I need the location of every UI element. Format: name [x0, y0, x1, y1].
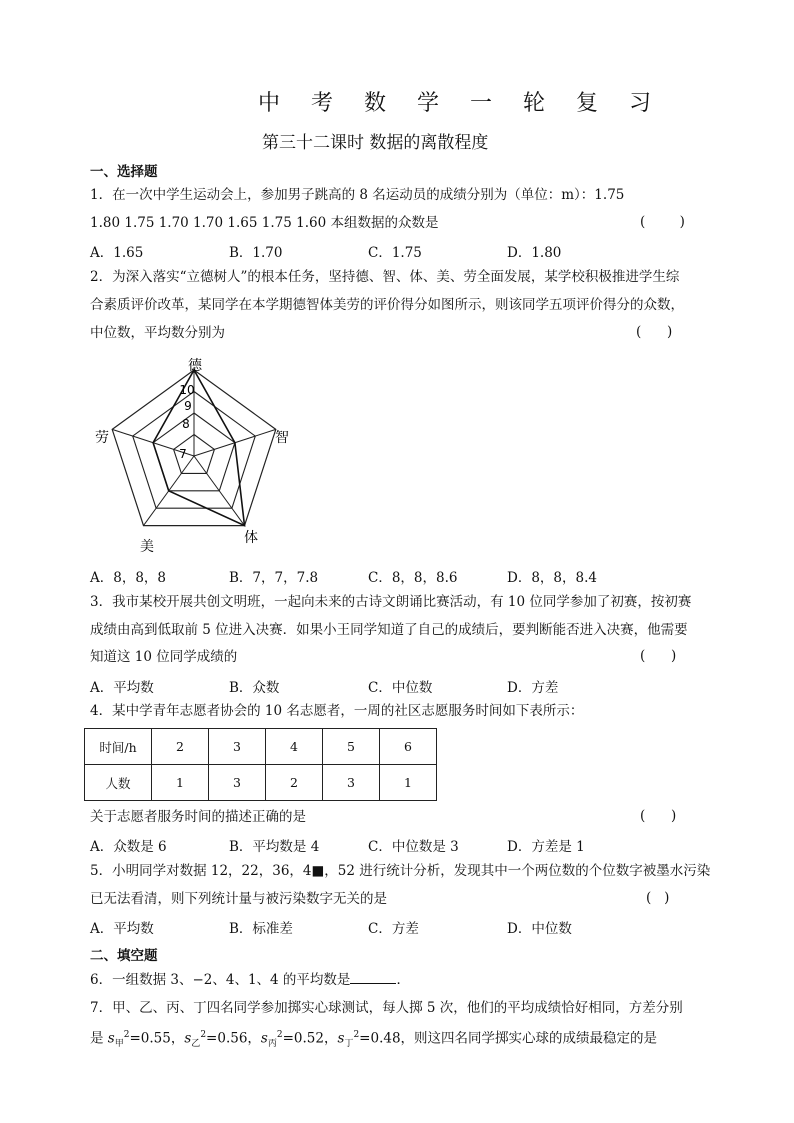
radar-axis-label-de: 德	[188, 358, 202, 374]
q4-service-time-table	[84, 728, 437, 801]
q7-s-symbol: s	[107, 1030, 115, 1047]
q5-option-d[interactable]: D．中位数	[507, 921, 572, 937]
q4-option-b[interactable]: B．平均数是 4	[229, 839, 320, 855]
q7-sub-bing: 丙	[267, 1039, 277, 1050]
q7-s-symbol: s	[260, 1030, 268, 1047]
q2-option-d[interactable]: D．8，8，8.4	[507, 570, 597, 586]
q4-option-d[interactable]: D．方差是 1	[507, 839, 585, 855]
q5-answer-paren: ( )	[646, 890, 670, 906]
q7-value-bing: =0.52，	[282, 1030, 338, 1047]
table-row	[85, 765, 437, 801]
page-title: 中 考 数 学 一 轮 复 习	[258, 91, 663, 116]
q2-option-a[interactable]: A．8，8，8	[90, 570, 167, 586]
q7-line2	[90, 1026, 657, 1053]
table-row	[85, 729, 437, 765]
q6-end: ．	[396, 972, 410, 988]
q7-sq: 2	[123, 1030, 130, 1040]
q1-answer-paren: ( )	[640, 214, 685, 230]
q7-value-ding: =0.48，则这四名同学掷实心球的成绩最稳定的是	[359, 1030, 658, 1047]
q2-line2: 合素质评价改革，某同学在本学期德智体美劳的评价得分如图所示，则该同学五项评价得分的众数，	[90, 297, 684, 313]
table-cell: 6	[380, 729, 437, 765]
q3-option-b[interactable]: B．众数	[229, 680, 280, 696]
q7-sq: 2	[276, 1030, 283, 1040]
q4-line2: 关于志愿者服务时间的描述正确的是	[90, 809, 306, 825]
q7-sub-yi: 乙	[191, 1039, 201, 1050]
q4-line1: 4．某中学青年志愿者协会的 10 名志愿者，一周的社区志愿服务时间如下表所示：	[90, 703, 584, 719]
radar-axis-label-zhi: 智	[275, 430, 289, 446]
q1-option-a[interactable]: A．1.65	[90, 245, 144, 261]
q2-answer-paren: ( )	[636, 324, 673, 340]
q3-option-a[interactable]: A．平均数	[90, 680, 154, 696]
section-choice-heading: 一、选择题	[90, 164, 158, 180]
table-cell: 3	[209, 729, 266, 765]
q6-answer-blank[interactable]	[350, 971, 396, 984]
radar-score-polygon	[153, 370, 244, 526]
table-cell: 3	[209, 765, 266, 801]
q3-option-d[interactable]: D．方差	[507, 680, 559, 696]
table-cell: 1	[152, 765, 209, 801]
q2-line1: 2．为深入落实“立德树人”的根本任务，坚持德、智、体、美、劳全面发展，某学校积极推进学生综	[90, 269, 680, 285]
q7-s-symbol: s	[184, 1030, 192, 1047]
q7-value-yi: =0.56，	[206, 1030, 261, 1047]
q1-option-d[interactable]: D．1.80	[507, 245, 562, 261]
table-cell: 5	[323, 729, 380, 765]
q7-line1: 7．甲、乙、丙、丁四名同学参加掷实心球测试，每人掷 5 次，他们的平均成绩恰好相同，方差分别	[90, 1000, 683, 1016]
q6-line	[90, 971, 410, 989]
q5-line2: 已无法看清，则下列统计量与被污染数字无关的是	[90, 891, 387, 907]
radar-tick-7: 7	[179, 447, 187, 461]
table-cell: 2	[152, 729, 209, 765]
q3-line2: 成绩由高到低取前 5 位进入决赛．如果小王同学知道了自己的成绩后，要判断能否进入决赛，他需要	[90, 622, 688, 638]
q2-option-c[interactable]: C．8，8，8.6	[368, 570, 458, 586]
table-cell: 1	[380, 765, 437, 801]
q5-line1: 5．小明同学对数据 12，22，36，4■，52 进行统计分析，发现其中一个两位数的个位数字被墨水污染	[90, 863, 711, 879]
q3-answer-paren: ( )	[640, 648, 677, 664]
q7-sub-ding: 丁	[344, 1039, 354, 1050]
q7-sub-jia: 甲	[114, 1039, 124, 1050]
q7-sq: 2	[200, 1030, 207, 1040]
q5-option-a[interactable]: A．平均数	[90, 921, 154, 937]
table-cell: 人数	[85, 765, 152, 801]
q4-option-c[interactable]: C．中位数是 3	[368, 839, 459, 855]
q7-prefix: 是	[90, 1030, 108, 1047]
q2-option-b[interactable]: B．7，7，7.8	[229, 570, 319, 586]
lesson-subtitle: 第三十二课时 数据的离散程度	[262, 133, 489, 153]
radar-axis-label-lao: 劳	[95, 430, 109, 446]
radar-axis-label-ti: 体	[244, 530, 258, 546]
radar-chart	[90, 352, 300, 557]
q7-value-jia: =0.55，	[129, 1030, 185, 1047]
q1-line2: 1.80 1.75 1.70 1.70 1.65 1.75 1.60 本组数据的众数是	[90, 215, 439, 231]
radar-axis-label-mei: 美	[140, 539, 154, 555]
q5-option-c[interactable]: C．方差	[368, 921, 419, 937]
q1-option-b[interactable]: B．1.70	[229, 245, 283, 261]
q2-line3: 中位数，平均数分别为	[90, 325, 225, 341]
q3-option-c[interactable]: C．中位数	[368, 680, 433, 696]
q1-line1: 1．在一次中学生运动会上，参加男子跳高的 8 名运动员的成绩分别为（单位：m）：1.75	[90, 187, 625, 203]
table-cell: 2	[266, 765, 323, 801]
table-cell: 时间/h	[85, 729, 152, 765]
q3-line1: 3．我市某校开展共创文明班，一起向未来的古诗文朗诵比赛活动，有 10 位同学参加了初赛，按初赛	[90, 594, 692, 610]
table-cell: 3	[323, 765, 380, 801]
q4-answer-paren: ( )	[640, 808, 677, 824]
section-fill-heading: 二、填空题	[90, 948, 158, 964]
q1-option-c[interactable]: C．1.75	[368, 245, 422, 261]
q5-option-b[interactable]: B．标准差	[229, 921, 293, 937]
radar-tick-8: 8	[182, 417, 190, 431]
radar-tick-9: 9	[184, 399, 192, 413]
q3-line3: 知道这 10 位同学成绩的	[90, 649, 238, 665]
radar-tick-10: 10	[179, 383, 195, 397]
q4-option-a[interactable]: A．众数是 6	[90, 839, 167, 855]
table-cell: 4	[266, 729, 323, 765]
q7-sq: 2	[353, 1030, 360, 1040]
q6-text: 6．一组数据 3、−2、4、1、4 的平均数是	[90, 972, 351, 988]
q7-s-symbol: s	[337, 1030, 345, 1047]
